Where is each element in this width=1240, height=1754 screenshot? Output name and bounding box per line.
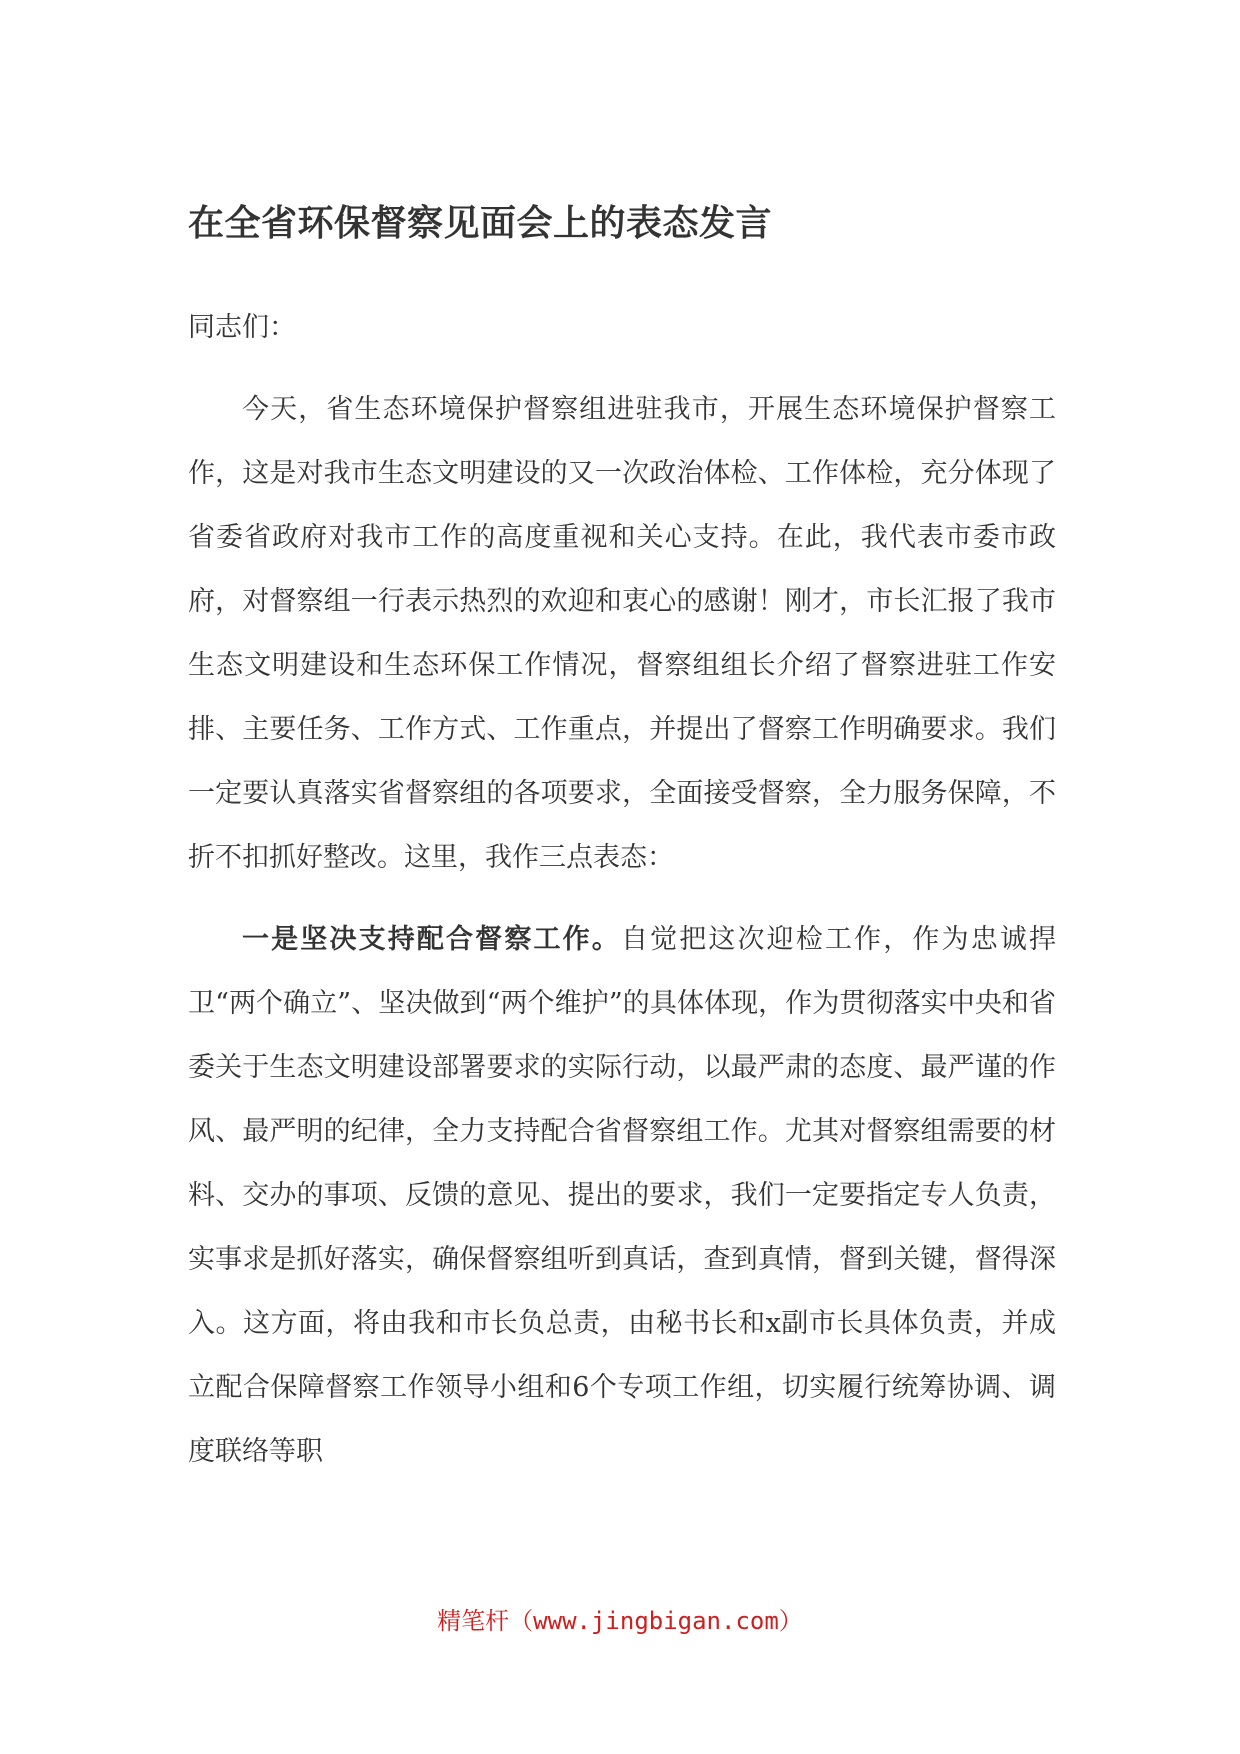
- footer-url-link[interactable]: （www.jingbigan.com）: [509, 1607, 803, 1635]
- point-one-heading: 一是坚决支持配合督察工作。: [242, 924, 621, 955]
- document-title: 在全省环保督察见面会上的表态发言: [188, 203, 773, 244]
- footer-brand: 精笔杆: [437, 1607, 510, 1635]
- paragraph-point-one: [188, 908, 1056, 1484]
- salutation: 同志们：: [188, 312, 296, 343]
- document-body: [188, 196, 1056, 1502]
- paragraph-intro: [188, 378, 1056, 890]
- page-footer: [0, 1604, 1240, 1638]
- paragraph-intro-text: 今天，省生态环境保护督察组进驻我市，开展生态环境保护督察工作，这是对我市生态文明建设的又一次政治体检、工作体检，充分体现了省委省政府对我市工作的高度重视和关心支持。在此，我代表市委市政府，对督察组一行表示热烈的欢迎和衷心的感谢！刚才，市长汇报了我市生态文明建设和生态环保工作情况，督察组组长介绍了督察进驻工作安排、主要任务、工作方式、工作重点，并提出了督察工作明确要求。我们一定要认真落实省督察组的各项要求，全面接受督察，全力服务保障，不折不扣抓好整改。这里，我作三点表态：: [188, 394, 1056, 873]
- point-one-text: 自觉把这次迎检工作，作为忠诚捍卫“两个确立”、坚决做到“两个维护”的具体体现，作为贯彻落实中央和省委关于生态文明建设部署要求的实际行动，以最严肃的态度、最严谨的作风、最严明的纪律，全力支持配合省督察组工作。尤其对督察组需要的材料、交办的事项、反馈的意见、提出的要求，我们一定要指定专人负责，实事求是抓好落实，确保督察组听到真话，查到真情，督到关键，督得深入。这方面，将由我和市长负总责，由秘书长和x副市长具体负责，并成立配合保障督察工作领导小组和6个专项工作组，切实履行统筹协调、调度联络等职: [188, 924, 1057, 1467]
